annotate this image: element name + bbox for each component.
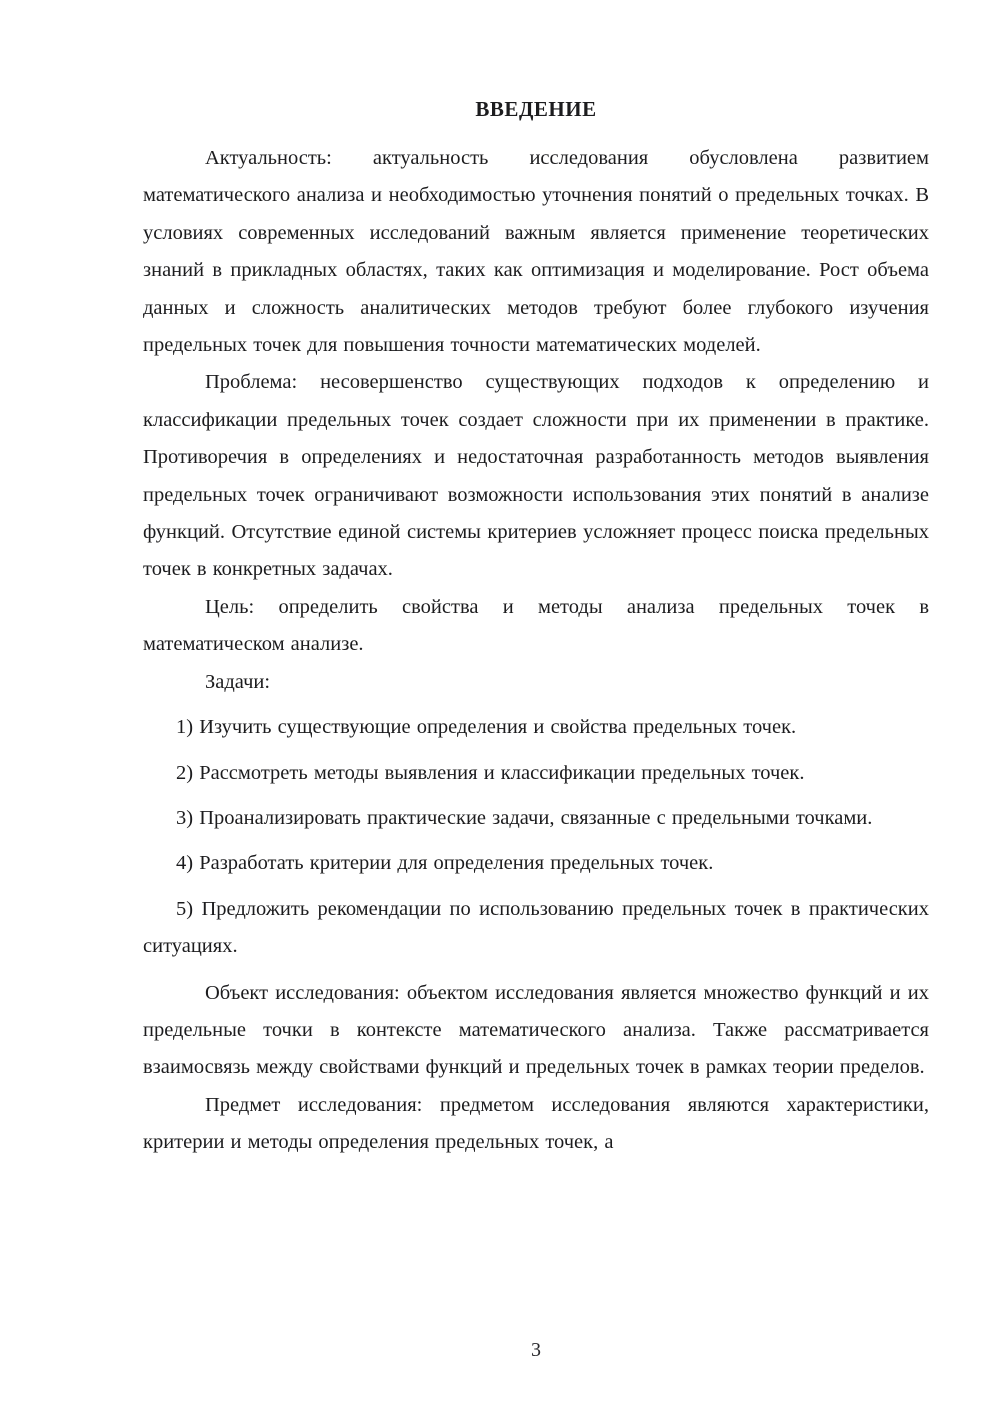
tasks-label: Задачи: (205, 670, 271, 693)
paragraph-object: Объект исследования: объектом исследования является множество функций и их предельные точки в контексте математического анализа. Также рассматривается взаимосвязь между свойствами функций и предельных точек в рамках теории пределов. (143, 981, 929, 1079)
task-item-3: 3) Проанализировать практические задачи, связанные с предельными точками. (176, 806, 873, 829)
page-number: 3 (531, 1339, 541, 1361)
paragraph-subject: Предмет исследования: предметом исследования являются характеристики, критерии и методы определения предельных точек, а (143, 1093, 929, 1154)
task-item-5: 5) Предложить рекомендации по использованию предельных точек в практических ситуациях. (143, 897, 929, 958)
task-item-2: 2) Рассмотреть методы выявления и классификации предельных точек. (176, 761, 805, 784)
page-title: ВВЕДЕНИЕ (475, 97, 597, 121)
paragraph-problem: Проблема: несовершенство существующих подходов к определению и классификации предельных точек создает сложности при их применении в практике. Противоречия в определениях и недостаточная разработанность методов выявления предельных точек ограничивают возможности использования этих понятий в анализе функций. Отсутствие единой системы критериев усложняет процесс поиска предельных точек в конкретных задачах. (143, 371, 929, 581)
paragraph-goal: Цель: определить свойства и методы анализа предельных точек в математическом анализе. (143, 595, 929, 656)
task-item-1: 1) Изучить существующие определения и свойства предельных точек. (176, 716, 797, 739)
task-item-4: 4) Разработать критерии для определения предельных точек. (176, 852, 714, 875)
paragraph-actuality: Актуальность: актуальность исследования обусловлена развитием математического анализа и необходимостью уточнения понятий о предельных точках. В условиях современных исследований важным является применение теоретических знаний в прикладных областях, таких как оптимизация и моделирование. Рост объема данных и сложность аналитических методов требуют более глубокого изучения предельных точек для повышения точности математических моделей. (143, 147, 929, 357)
